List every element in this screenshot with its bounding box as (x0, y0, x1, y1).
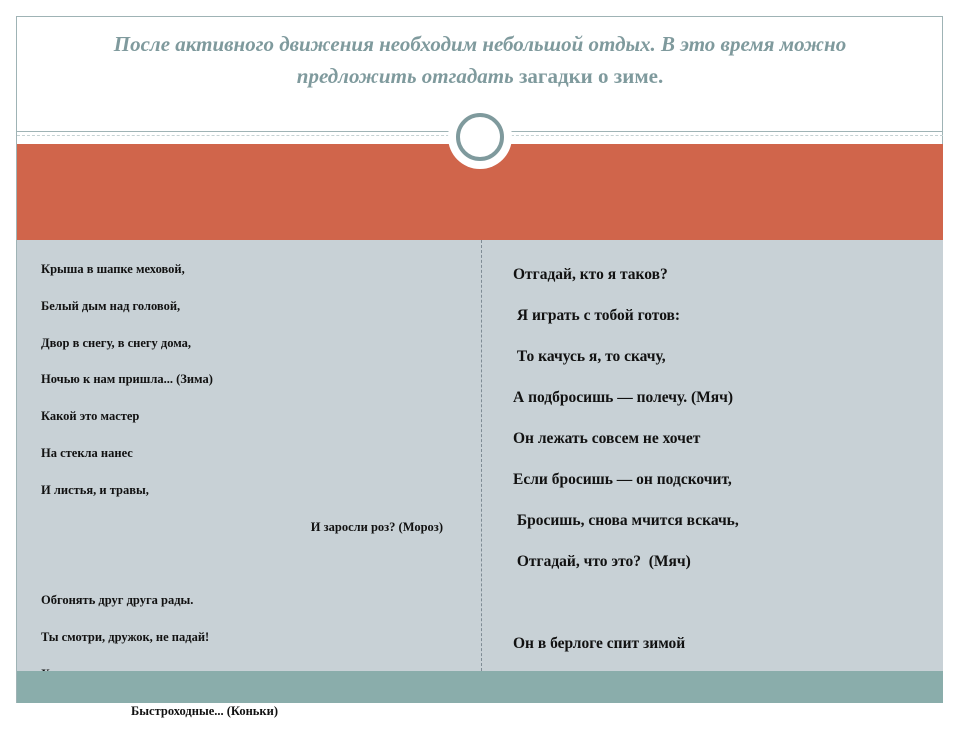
footer-strip (17, 671, 943, 703)
right-riddle-line: Отгадай, кто я таков? (513, 266, 668, 283)
title-italic-text: После активного движения необходим небольшой отдых. В это время можно предложить отгадать (113, 32, 847, 88)
right-riddle-line: Бросишь, снова мчится вскачь, (513, 512, 739, 529)
left-riddle-line: Ты смотри, дружок, не падай! (41, 629, 210, 644)
right-riddle-line: Я играть с тобой готов: (513, 307, 681, 324)
left-riddle-line: Двор в снегу, в снегу дома, (41, 335, 192, 350)
left-riddle-line: И листья, и травы, (41, 482, 149, 497)
right-riddle-line: Отгадай, что это? (Мяч) (513, 553, 691, 570)
left-riddle-line: Белый дым над головой, (41, 298, 181, 313)
right-riddle-line: Если бросишь — он подскочит, (513, 471, 732, 488)
left-riddle-line: И заросли роз? (Мороз) (310, 519, 443, 534)
left-riddle-line: На стекла нанес (41, 445, 133, 460)
right-riddle-line: Он в берлоге спит зимой (513, 635, 686, 652)
right-riddles-column (513, 265, 933, 716)
title-normal-text: загадки о зиме. (513, 64, 664, 88)
right-riddle-line (513, 593, 933, 634)
left-riddle-line (41, 555, 461, 592)
left-riddle-line: Быстроходные... (Коньки) (131, 703, 278, 718)
left-riddle-line: Обгонять друг друга рады. (41, 593, 194, 608)
column-divider (481, 240, 482, 671)
left-riddle-line: Какой это мастер (41, 409, 140, 424)
right-riddle-line: То качусь я, то скачу, (513, 348, 666, 365)
slide-title (60, 28, 900, 92)
right-riddle-line: А подбросишь — полечу. (Мяч) (513, 389, 734, 406)
left-riddle-line: Ночью к нам пришла... (Зима) (41, 372, 213, 387)
circle-ornament-icon (456, 113, 504, 161)
right-riddle-line: Он лежать совсем не хочет (513, 430, 701, 447)
left-riddles-column (41, 261, 461, 739)
left-riddle-line: Крыша в шапке меховой, (41, 262, 185, 276)
